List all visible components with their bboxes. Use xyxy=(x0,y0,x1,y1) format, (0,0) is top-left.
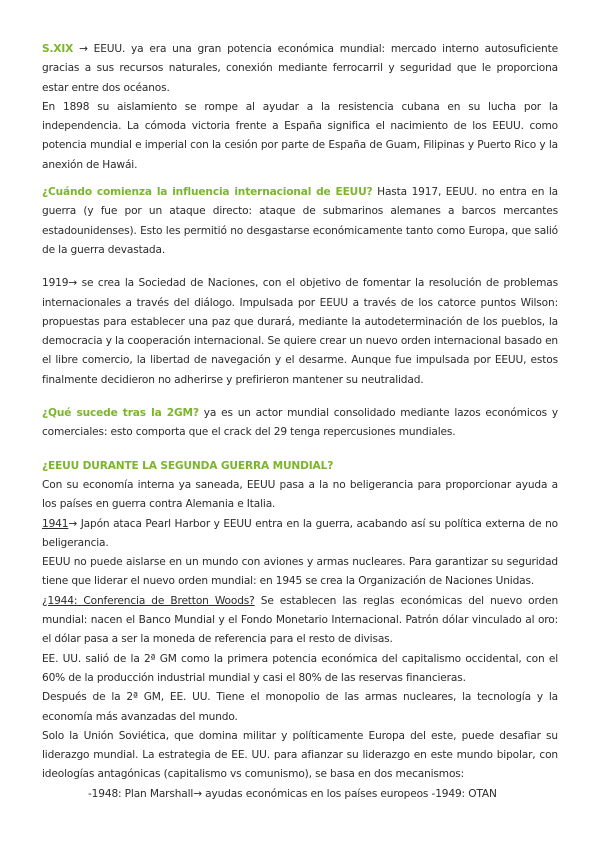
heading-influence-question: ¿Cuándo comienza la influencia internacional de EEUU? xyxy=(42,186,373,199)
heading-wwii: ¿EEUU DURANTE LA SEGUNDA GUERRA MUNDIAL? xyxy=(42,459,334,472)
paragraph-non-belligerence: Con su economía interna ya saneada, EEUU pasa a la no beligerancia para proporcionar ayuda a los países en guerra contra Alemania e Italia. xyxy=(42,478,558,511)
paragraph-19th-century xyxy=(42,40,558,98)
paragraph-influence xyxy=(42,183,558,260)
paragraph-text: → EEUU. ya era una gran potencia económica mundial: mercado interno autosuficiente gracias a sus recursos naturales, conexión mediante ferrocarril y seguridad que le proporciona estar entre dos océanos. xyxy=(42,43,558,94)
paragraph-text: → Japón ataca Pearl Harbor y EEUU entra en la guerra, acabando así su política externa de no beligerancia. xyxy=(42,517,558,549)
paragraph-1898: En 1898 su aislamiento se rompe al ayudar a la resistencia cubana en su lucha por la independencia. La cómoda victoria frente a España significa el nacimiento de los EEUU. como potencia mundial e imperial con la cesión por parte de España de Guam, Filipinas y Puerto Rico y la anexión de Hawái. xyxy=(42,100,558,171)
heading-after-wwii-question: ¿Qué sucede tras la 2GM? xyxy=(42,407,199,420)
paragraph-text: Se establecen las reglas económicas del nuevo orden mundial: nacen el Banco Mundial y el Fondo Monetario Internacional. Patrón dólar vinculado al oro: el dólar pasa a ser la moneda de referencia para el resto de divisas. xyxy=(42,594,559,646)
year-1941: 1941 xyxy=(42,517,69,530)
paragraph-first-power: EE. UU. salió de la 2ª GM como la primera potencia económica del capitalismo occidental, con el 60% de la producción industrial mundial y casi el 80% de las reservas financieras. xyxy=(42,652,558,684)
list-mechanisms: -1948: Plan Marshall→ ayudas económicas en los países europeos -1949: OTAN xyxy=(88,787,497,800)
document-page xyxy=(42,40,558,804)
paragraph-monopoly: Después de la 2ª GM, EE. UU. Tiene el monopolio de las armas nucleares, la tecnología y la economía más avanzadas del mundo. xyxy=(42,691,558,723)
heading-sxix: S.XIX xyxy=(42,43,74,55)
paragraph-bretton-woods xyxy=(42,592,558,650)
paragraph-nuclear: EEUU no puede aislarse en un mundo con aviones y armas nucleares. Para garantizar su seguridad tiene que liderar el nuevo orden mundial: en 1945 se crea la Organización de Naciones Unidas. xyxy=(42,556,558,588)
paragraph-1919: 1919→ se crea la Sociedad de Naciones, con el objetivo de fomentar la resolución de problemas internacionales a través del diálogo. Impulsada por EEUU a través de los catorce puntos Wilson: propuestas para establecer una paz que durará, mediante la autodeterminación de los pueblos, la democracia y la cooperación internacional. Se quiere crear un nuevo orden internacional basado en el libre comercio, la libertad de navegación y el desarme. Aunque fue impulsada por EEUU, estos finalmente decidieron no adherirse y prefirieron mantener su neutralidad. xyxy=(42,277,558,386)
paragraph-text: Hasta 1917, EEUU. no entra en la guerra (y fue por un ataque directo: ataque de submarinos alemanes a barcos mercantes estadounidenses). Esto les permitió no desgastarse económicamente tanto como Europa, que salió de la guerra devastada. xyxy=(42,186,558,256)
bretton-woods-heading: ¿1944: Conferencia de Bretton Woods? xyxy=(42,594,255,607)
paragraph-text: ya es un actor mundial consolidado mediante lazos económicos y comerciales: esto comporta que el crack del 29 tenga repercusiones mundiales. xyxy=(42,407,558,439)
paragraph-1941 xyxy=(42,515,558,554)
paragraph-after-wwii xyxy=(42,404,558,443)
paragraph-soviet-union: Solo la Unión Soviética, que domina militar y políticamente Europa del este, puede desafiar su liderazgo mundial. La estrategia de EE. UU. para afianzar su liderazgo en este mundo bipolar, con ideologías antagónicas (capitalismo vs comunismo), se basa en dos mecanismos: xyxy=(42,729,558,781)
